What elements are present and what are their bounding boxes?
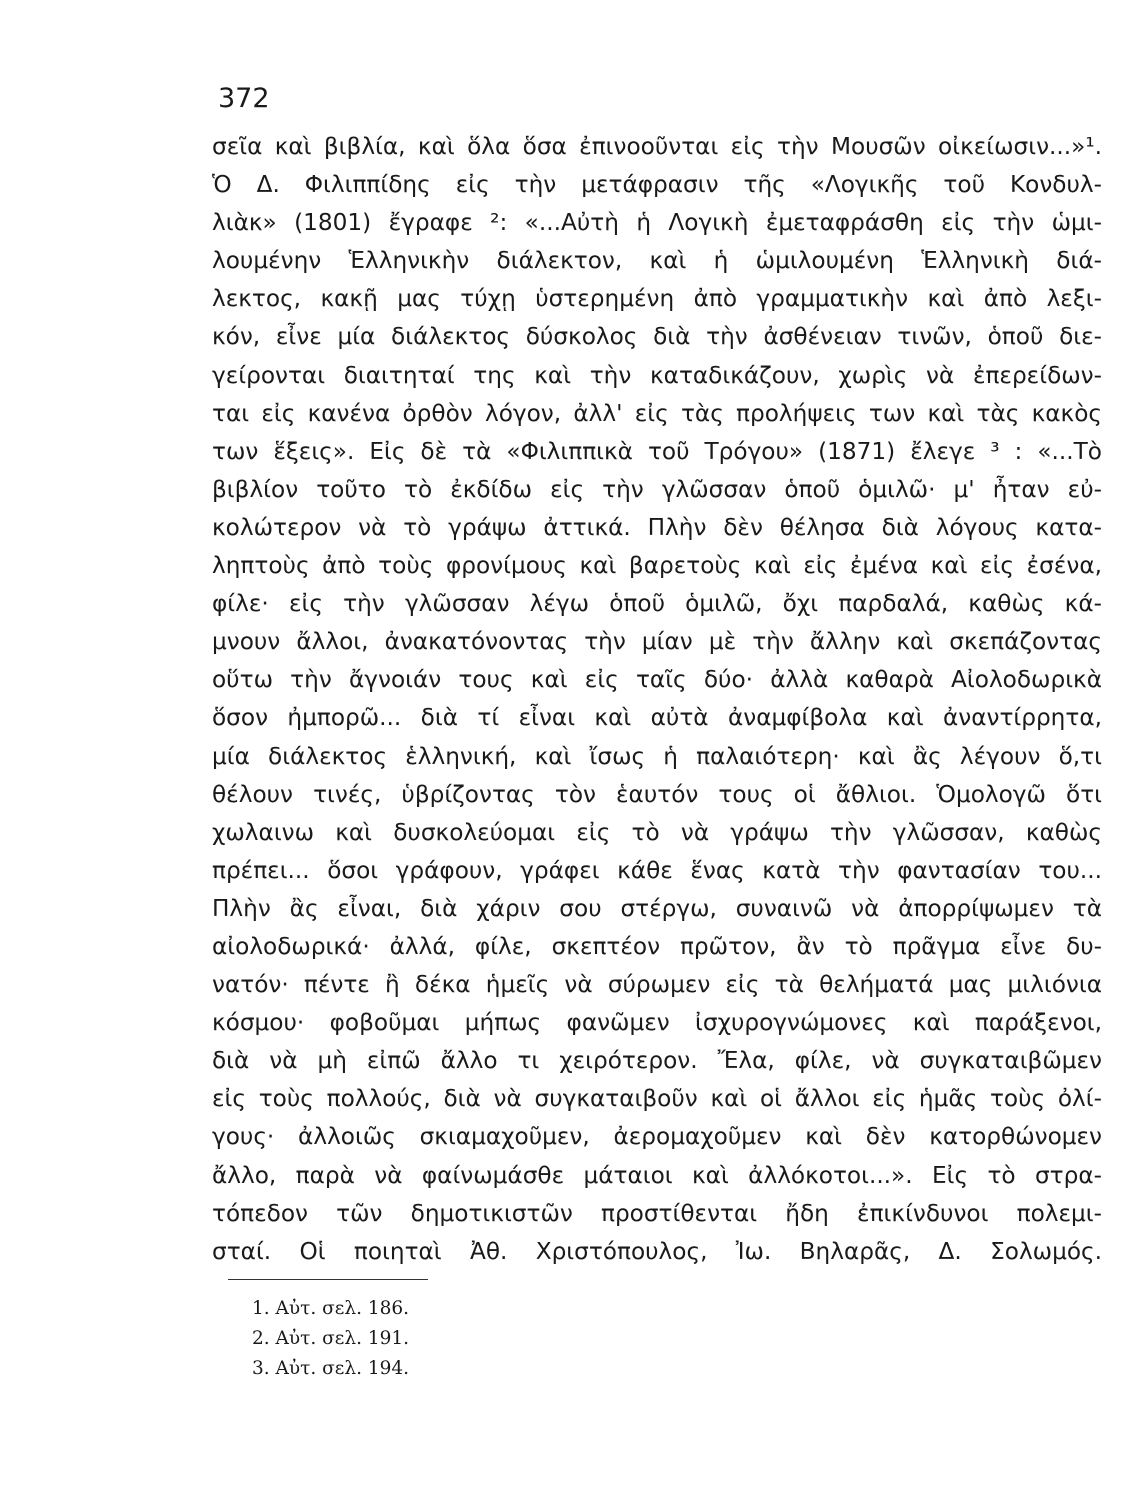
text-line: φίλε· εἰς τὴν γλῶσσαν λέγω ὁποῦ ὁμιλῶ, ὄχι παρδαλά, καθὼς κά- <box>212 590 1102 618</box>
text-line: ληπτοὺς ἀπὸ τοὺς φρονίμους καὶ βαρετοὺς καὶ εἰς ἐμένα καὶ εἰς ἐσένα, <box>212 552 1102 580</box>
text-line: χωλαινω καὶ δυσκολεύομαι εἰς τὸ νὰ γράψω τὴν γλῶσσαν, καθὼς <box>212 818 1102 846</box>
text-line: οὕτω τὴν ἄγνοιάν τους καὶ εἰς ταῖς δύο· ἀλλὰ καθαρὰ Αἰολοδωρικὰ <box>212 666 1102 694</box>
text-line: αἰολοδωρικά· ἀλλά, φίλε, σκεπτέον πρῶτον, ἂν τὸ πρᾶγμα εἶνε δυ- <box>212 932 1102 960</box>
text-line: Πλὴν ἂς εἶναι, διὰ χάριν σου στέργω, συναινῶ νὰ ἀπορρίψωμεν τὰ <box>212 894 1102 922</box>
text-line: ἄλλο, παρὰ νὰ φαίνωμάσθε μάταιοι καὶ ἀλλόκοτοι...». Εἰς τὸ στρα- <box>212 1161 1102 1189</box>
text-line: μνουν ἄλλοι, ἀνακατόνοντας τὴν μίαν μὲ τὴν ἄλλην καὶ σκεπάζοντας <box>212 628 1102 656</box>
text-line: εἰς τοὺς πολλούς, διὰ νὰ συγκαταιβοῦν καὶ οἱ ἄλλοι εἰς ἡμᾶς τοὺς ὀλί- <box>212 1085 1102 1113</box>
text-line: λουμένην Ἑλληνικὴν διάλεκτον, καὶ ἡ ὡμιλουμένη Ἑλληνικὴ διά- <box>212 247 1102 275</box>
footnotes <box>252 1294 409 1384</box>
text-line: κόσμου· φοβοῦμαι μήπως φανῶμεν ἰσχυρογνώμονες καὶ παράξενοι, <box>212 1009 1102 1037</box>
text-line: νατόν· πέντε ἢ δέκα ἡμεῖς νὰ σύρωμεν εἰς τὰ θελήματά μας μιλιόνια <box>212 971 1102 999</box>
text-line: λιὰκ» (1801) ἔγραφε ²: «...Αὐτὴ ἡ Λογικὴ ἐμεταφράσθη εἰς τὴν ὡμι- <box>212 209 1102 237</box>
text-line: των ἕξεις». Εἰς δὲ τὰ «Φιλιππικὰ τοῦ Τρόγου» (1871) ἔλεγε ³ : «...Τὸ <box>212 437 1102 465</box>
footnote: 1. Αὐτ. σελ. 186. <box>252 1298 410 1319</box>
footnote-separator <box>228 1279 428 1280</box>
text-line: πρέπει... ὅσοι γράφουν, γράφει κάθε ἕνας κατὰ τὴν φαντασίαν του... <box>212 856 1102 884</box>
footnote: 2. Αὐτ. σελ. 191. <box>252 1328 410 1349</box>
main-text <box>212 128 1102 1271</box>
text-line: κολώτερον νὰ τὸ γράψω ἀττικά. Πλὴν δὲν θέλησα διὰ λόγους κατα- <box>212 513 1102 541</box>
text-line: ὅσον ἠμπορῶ... διὰ τί εἶναι καὶ αὐτὰ ἀναμφίβολα καὶ ἀναντίρρητα, <box>212 704 1102 732</box>
text-line: θέλουν τινές, ὑβρίζοντας τὸν ἑαυτόν τους οἱ ἄθλιοι. Ὁμολογῶ ὅτι <box>212 780 1102 808</box>
text-line: σεῖα καὶ βιβλία, καὶ ὅλα ὅσα ἐπινοοῦνται εἰς τὴν Μουσῶν οἰκείωσιν...»¹. <box>212 133 1102 160</box>
footnote: 3. Αὐτ. σελ. 194. <box>252 1358 410 1379</box>
text-line: διὰ νὰ μὴ εἰπῶ ἄλλο τι χειρότερον. Ἔλα, φίλε, νὰ συγκαταιβῶμεν <box>212 1047 1102 1075</box>
text-line: Ὁ Δ. Φιλιππίδης εἰς τὴν μετάφρασιν τῆς «Λογικῆς τοῦ Κονδυλ- <box>212 171 1102 199</box>
text-line: λεκτος, κακῇ μας τύχῃ ὑστερημένη ἀπὸ γραμματικὴν καὶ ἀπὸ λεξι- <box>212 285 1102 313</box>
page-number: 372 <box>218 83 270 114</box>
text-line: τόπεδον τῶν δημοτικιστῶν προστίθενται ἤδη ἐπικίνδυνοι πολεμι- <box>212 1199 1102 1227</box>
text-line: μία διάλεκτος ἑλληνική, καὶ ἴσως ἡ παλαιότερη· καὶ ἂς λέγουν ὅ,τι <box>212 742 1102 770</box>
text-line: σταί. Οἱ ποιηταὶ Ἀθ. Χριστόπουλος, Ἰω. Βηλαρᾶς, Δ. Σολωμός. <box>212 1237 1102 1265</box>
text-line: γείρονται διαιτηταί της καὶ τὴν καταδικάζουν, χωρὶς νὰ ἐπερείδων- <box>212 361 1102 389</box>
text-line: γους· ἀλλοιῶς σκιαμαχοῦμεν, ἀερομαχοῦμεν καὶ δὲν κατορθώνομεν <box>212 1123 1102 1151</box>
text-line: ται εἰς κανένα ὀρθὸν λόγον, ἀλλ' εἰς τὰς προλήψεις των καὶ τὰς κακὸς <box>212 399 1102 427</box>
text-line: βιβλίον τοῦτο τὸ ἐκδίδω εἰς τὴν γλῶσσαν ὁποῦ ὁμιλῶ· μ' ἦταν εὐ- <box>212 475 1102 503</box>
text-line: κόν, εἶνε μία διάλεκτος δύσκολος διὰ τὴν ἀσθένειαν τινῶν, ὁποῦ διε- <box>212 323 1102 351</box>
